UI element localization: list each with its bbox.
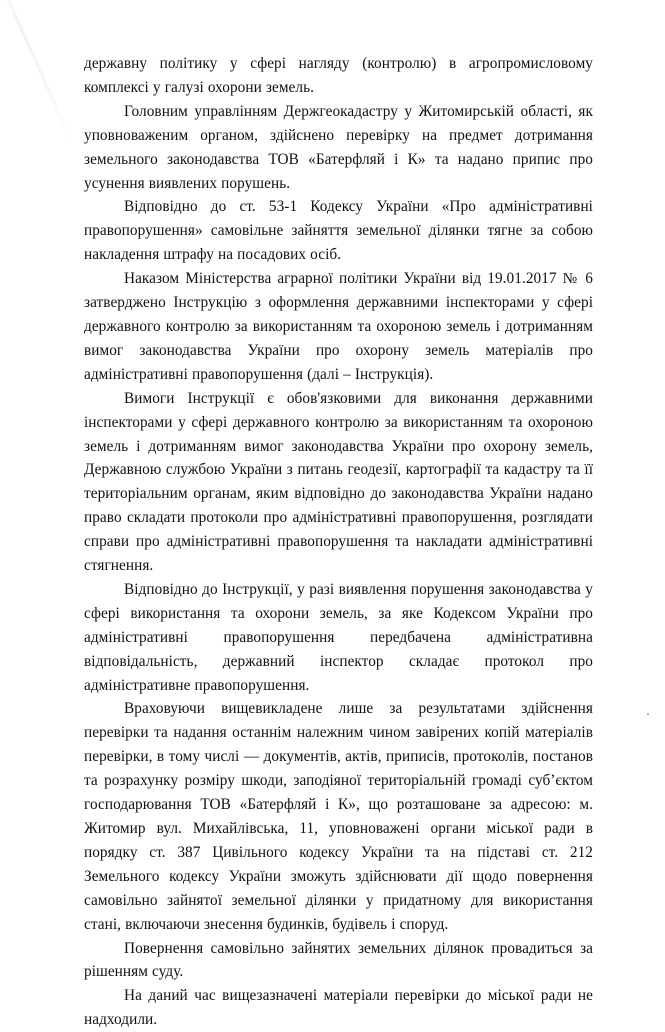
paragraph-inspector-drafts-protocol: Відповідно до Інструкції, у разі виявлення порушення законодавства у сфері використання та охорони земель, за яке Кодексом України про адміністративні правопорушення передбачена адміністративна відповідальність, державний інспектор складає протокол про адміністративне правопорушення. bbox=[84, 580, 593, 694]
paragraph-ministry-order-instruction: Наказом Міністерства аграрної політики України від 19.01.2017 № 6 затверджено Інструкцію з оформлення державними інспекторами у сфері державного контролю за використанням та охороною земель і дотриманням вимог законодавства України про охорону земель матеріалів про адміністративні правопорушення (далі – Інструкція). bbox=[84, 270, 593, 383]
paragraph-derzhgeokadastr-inspection: Головним управлінням Держгеокадастру у Житомирській області, як уповноваженим органом, здійснено перевірку на предмет дотримання земельного законодавства ТОВ «Батерфляй і К» та надано припис про усунення виявлених порушень. bbox=[84, 102, 593, 192]
paragraph-return-by-court-decision: Повернення самовільно зайнятих земельних ділянок провадиться за рішенням суду. bbox=[84, 939, 593, 981]
paragraph-materials-not-received: На даний час вищезазначені матеріали перевірки до міської ради не надходили. bbox=[84, 987, 593, 1029]
paragraph-agro-policy-continued: державну політику у сфері нагляду (контролю) в агропромисловому комплексі у галузі охорони земель. bbox=[84, 55, 593, 96]
document-body bbox=[84, 52, 593, 1032]
paragraph-article-53-1-code: Відповідно до ст. 53-1 Кодексу України «Про адміністративні правопорушення» самовільне зайняття земельної ділянки тягне за собою накладення штрафу на посадових осіб. bbox=[84, 198, 593, 264]
paragraph-conclusion-city-council-powers: Враховуючи вищевикладене лише за результатами здійснення перевірки та надання останнім належним чином завірених копій матеріалів перевірки, в тому числі — документів, актів, приписів, протоколів, постанов та розрахунку розміру шкоди, заподіяної територіальній громаді суб’єктом господарювання ТОВ «Батерфляй і К», що розташоване за адресою: м. Житомир вул. Михайлівська, 11, уповноважені органи міської ради в порядку ст. 387 Цивільного кодексу України та на підставі ст. 212 Земельного кодексу України зможуть здійснювати дії щодо повернення самовільно зайнятої земельної ділянки у придатному для використання стані, включаючи знесення будинків, будівель і споруд. bbox=[84, 700, 593, 933]
paragraph-instruction-requirements: Вимоги Інструкції є обов'язковими для виконання державними інспекторами у сфері державного контролю за використанням та охороною земель і дотриманням вимог законодавства України про охорону земель, Державною службою України з питань геодезії, картографії та кадастру та її територіальним органам, яким відповідно до законодавства України надано право складати протоколи про адміністративні правопорушення, розглядати справи про адміністративні правопорушення та накладати адміністративні стягнення. bbox=[84, 389, 593, 575]
